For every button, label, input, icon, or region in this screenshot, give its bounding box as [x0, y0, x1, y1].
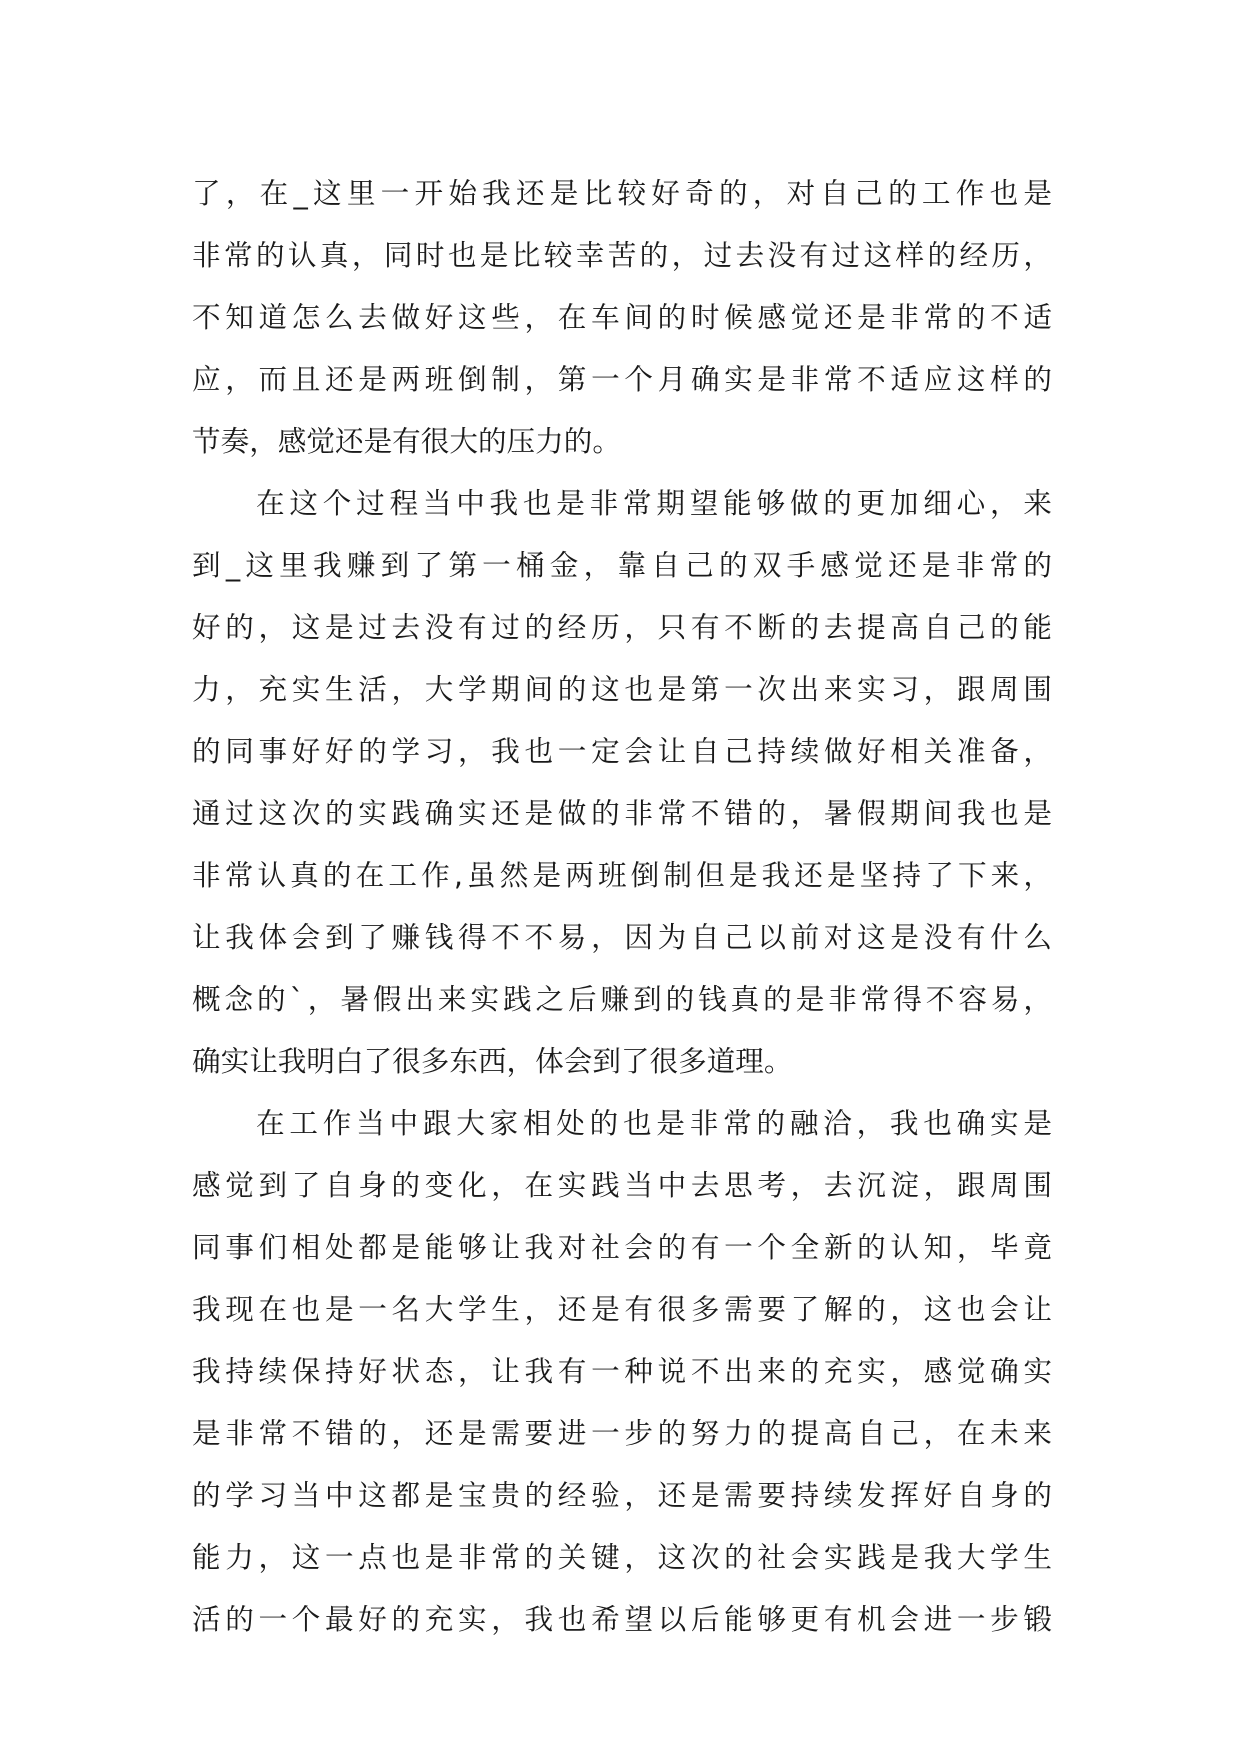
- text-line: 好的，这是过去没有过的经历，只有不断的去提高自己的能: [192, 610, 1052, 644]
- text-line: 应，而且还是两班倒制，第一个月确实是非常不适应这样的: [192, 362, 1052, 396]
- text-line: 我持续保持好状态，让我有一种说不出来的充实，感觉确实: [192, 1354, 1052, 1388]
- text-line: 到_这里我赚到了第一桶金，靠自己的双手感觉还是非常的: [192, 548, 1052, 582]
- text-line: 我现在也是一名大学生，还是有很多需要了解的，这也会让: [192, 1292, 1052, 1326]
- text-line: 能力，这一点也是非常的关键，这次的社会实践是我大学生: [192, 1540, 1052, 1574]
- text-line: 活的一个最好的充实，我也希望以后能够更有机会进一步锻: [192, 1602, 1052, 1636]
- text-line: 的同事好好的学习，我也一定会让自己持续做好相关准备，: [192, 734, 1052, 768]
- text-line: 不知道怎么去做好这些，在车间的时候感觉还是非常的不适: [192, 300, 1052, 334]
- paragraph-1: [192, 162, 1052, 472]
- paragraph-3: [192, 1092, 1052, 1650]
- paragraph-2: [192, 472, 1052, 1092]
- text-line: 同事们相处都是能够让我对社会的有一个全新的认知，毕竟: [192, 1230, 1052, 1264]
- text-line: 非常的认真，同时也是比较幸苦的，过去没有过这样的经历，: [192, 238, 1052, 272]
- text-line: 确实让我明白了很多东西，体会到了很多道理。: [192, 1044, 793, 1078]
- text-line: 的学习当中这都是宝贵的经验，还是需要持续发挥好自身的: [192, 1478, 1052, 1512]
- text-line: 在工作当中跟大家相处的也是非常的融洽，我也确实是: [256, 1106, 1052, 1140]
- text-line: 非常认真的在工作,虽然是两班倒制但是我还是坚持了下来，: [192, 858, 1052, 892]
- text-line: 感觉到了自身的变化，在实践当中去思考，去沉淀，跟周围: [192, 1168, 1052, 1202]
- text-line: 了，在_这里一开始我还是比较好奇的，对自己的工作也是: [192, 176, 1052, 210]
- text-line: 力，充实生活，大学期间的这也是第一次出来实习，跟周围: [192, 672, 1052, 706]
- text-line: 是非常不错的，还是需要进一步的努力的提高自己，在未来: [192, 1416, 1052, 1450]
- text-line: 在这个过程当中我也是非常期望能够做的更加细心，来: [256, 486, 1052, 520]
- text-line: 通过这次的实践确实还是做的非常不错的，暑假期间我也是: [192, 796, 1052, 830]
- text-line: 节奏，感觉还是有很大的压力的。: [192, 424, 621, 458]
- text-line: 概念的`，暑假出来实践之后赚到的钱真的是非常得不容易，: [192, 982, 1052, 1016]
- text-line: 让我体会到了赚钱得不不易，因为自己以前对这是没有什么: [192, 920, 1052, 954]
- document-body: [192, 162, 1052, 1650]
